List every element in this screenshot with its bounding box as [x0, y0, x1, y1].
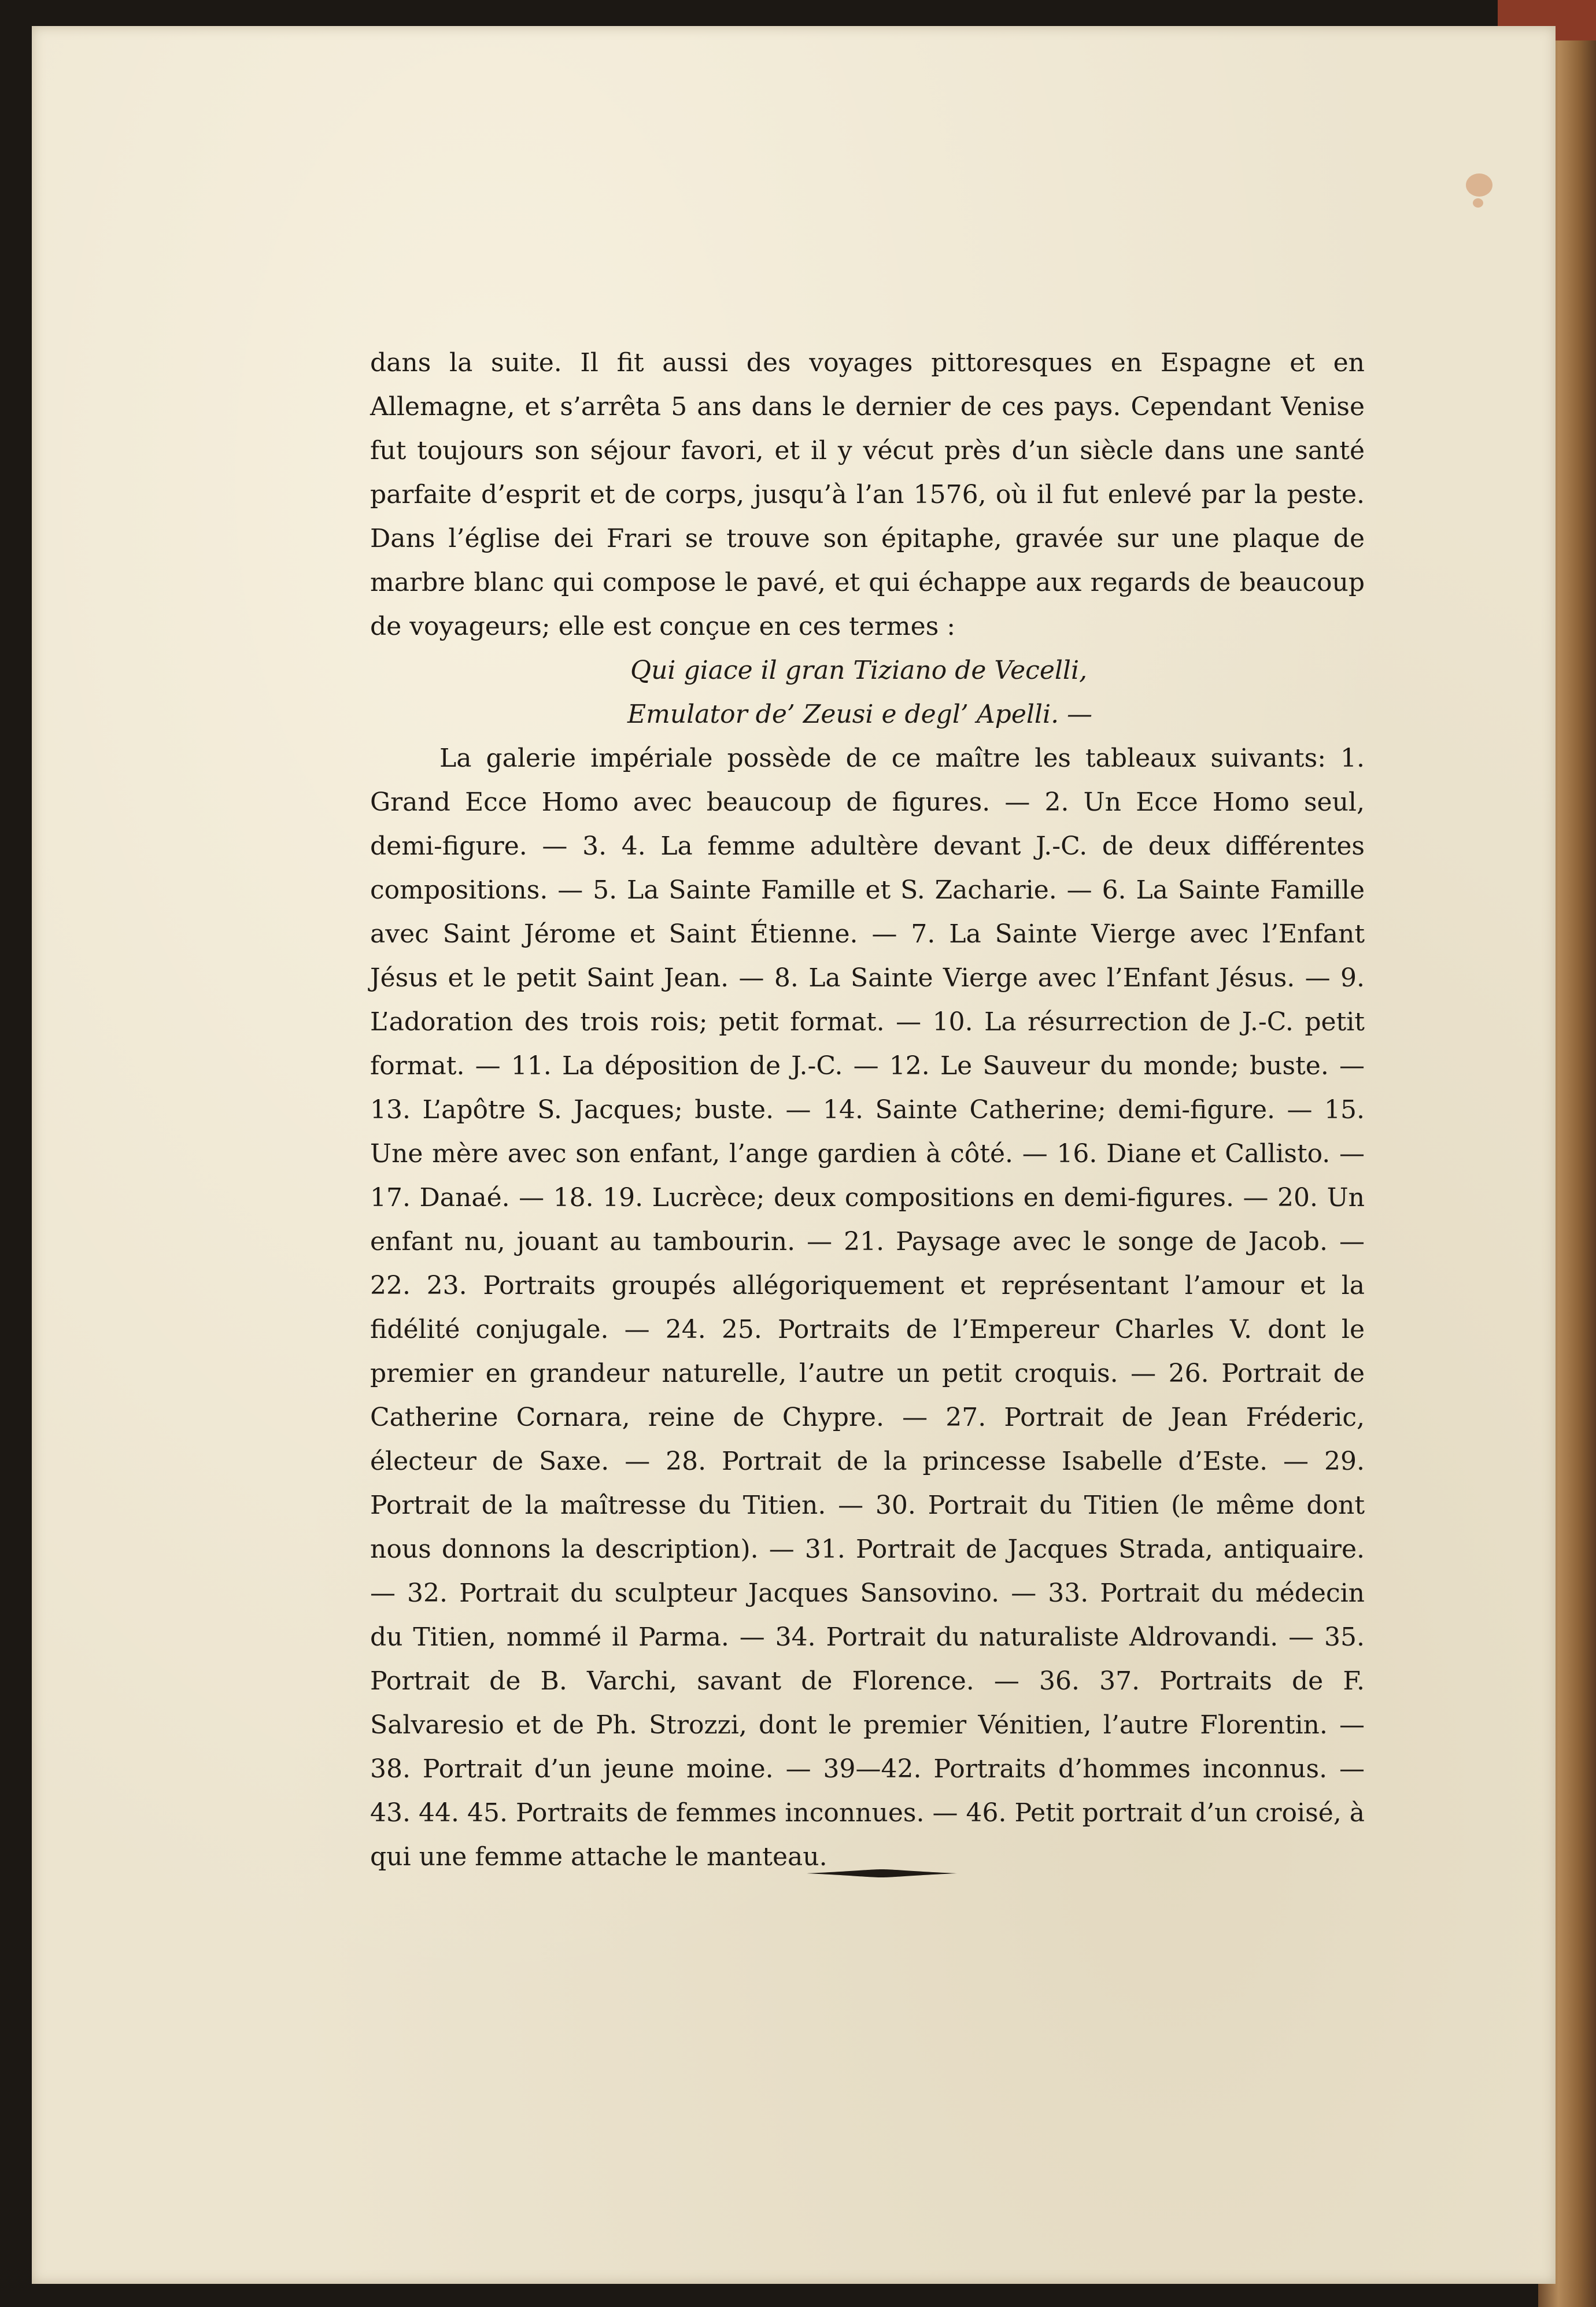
- foxing-stain: [1466, 173, 1492, 197]
- epitaph-line-2: Emulator de’ Zeusi e degl’ Apelli. —: [627, 700, 1093, 729]
- page-text: [370, 341, 1365, 1879]
- epitaph-line-1: Qui giace il gran Tiziano de Vecelli,: [630, 656, 1088, 685]
- paragraph-biography: dans la suite. Il fit aussi des voyages pittoresques en Espagne et en Allemagne, et s’arrêta 5 ans dans le dernier de ces pays. Cependant Venise fut toujours son séjour favori, et il y vécut près d’un siècle dans une santé parfaite d’esprit et de corps, jusqu’à l’an 1576, où il fut enlevé par la peste. Dans l’église dei Frari se trouve son épitaphe, gravée sur une plaque de marbre blanc qui compose le pavé, et qui échappe aux regards de beaucoup de voyageurs; elle est conçue en ces termes :: [370, 348, 1365, 641]
- tapered-rule-ornament-icon: [807, 1869, 957, 1877]
- foxing-stain: [1473, 198, 1483, 208]
- paragraph-paintings-list: La galerie impériale possède de ce maître les tableaux suivants: 1. Grand Ecce Homo avec beaucoup de figures. — 2. Un Ecce Homo seul, demi-figure. — 3. 4. La femme adultère devant J.-C. de deux différentes compositions. — 5. La Sainte Famille et S. Zacharie. — 6. La Sainte Famille avec Saint Jérome et Saint Étienne. — 7. La Sainte Vierge avec l’Enfant Jésus et le petit Saint Jean. — 8. La Sainte Vierge avec l’Enfant Jésus. — 9. L’adoration des trois rois; petit format. — 10. La résurrection de J.-C. petit format. — 11. La déposition de J.-C. — 12. Le Sauveur du monde; buste. — 13. L’apôtre S. Jacques; buste. — 14. Sainte Catherine; demi-figure. — 15. Une mère avec son enfant, l’ange gardien à côté. — 16. Diane et Callisto. — 17. Danaé. — 18. 19. Lucrèce; deux compositions en demi-figures. — 20. Un enfant nu, jouant au tambourin. — 21. Paysage avec le songe de Jacob. — 22. 23. Portraits groupés allégoriquement et représentant l’amour et la fidélité conjugale. — 24. 25. Portraits de l’Empereur Charles V. dont le premier en grandeur naturelle, l’autre un petit croquis. — 26. Portrait de Catherine Cornara, reine de Chypre. — 27. Portrait de Jean Fréderic, électeur de Saxe. — 28. Portrait de la princesse Isabelle d’Este. — 29. Portrait de la maîtresse du Titien. — 30. Portrait du Titien (le même dont nous donnons la description). — 31. Portrait de Jacques Strada, antiquaire. — 32. Portrait du sculpteur Jacques Sansovino. — 33. Portrait du médecin du Titien, nommé il Parma. — 34. Portrait du naturaliste Aldrovandi. — 35. Portrait de B. Varchi, savant de Florence. — 36. 37. Portraits de F. Salvaresio et de Ph. Strozzi, dont le premier Vénitien, l’autre Florentin. — 38. Portrait d’un jeune moine. — 39—42. Portraits d’hommes inconnus. — 43. 44. 45. Portraits de femmes inconnues. — 46. Petit portrait d’un croisé, à qui une femme attache le manteau.: [370, 744, 1365, 1872]
